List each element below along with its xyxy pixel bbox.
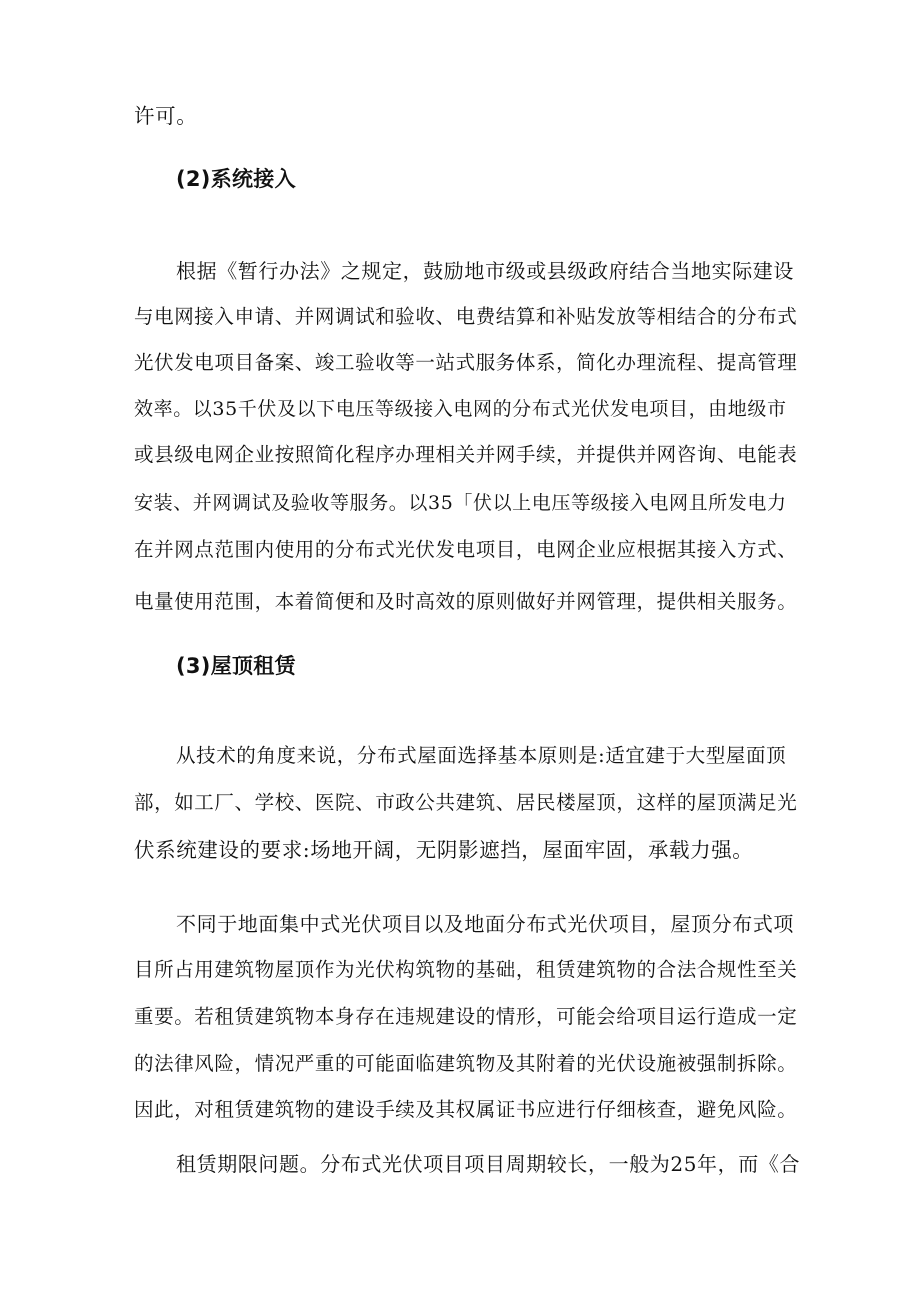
text-line: 部，如工厂、学校、医院、市政公共建筑、居民楼屋顶，这样的屋顶满足光: [134, 791, 798, 814]
text-line: 重要。若租赁建筑物本身存在违规建设的情形，可能会给项目运行造成一定: [134, 1005, 798, 1028]
text-line: 从技术的角度来说，分布式屋面选择基本原则是:适宜建于大型屋面顶: [176, 744, 787, 767]
text-line: 或县级电网企业按照简化程序办理相关并网手续，并提供并网咨询、电能表: [134, 443, 798, 466]
text-line: 伏系统建设的要求:场地开阔，无阴影遮挡，屋面牢固，承载力强。: [134, 838, 754, 862]
section-heading-system-access: (2)系统接入: [176, 167, 296, 191]
text-line: 与电网接入申请、并网调试和验收、电费结算和补贴发放等相结合的分布式: [134, 305, 798, 328]
text-line: 电量使用范围，本着简便和及时高效的原则做好并网管理，提供相关服务。: [134, 590, 798, 613]
text-line: 在并网点范围内使用的分布式光伏发电项目，电网企业应根据其接入方式、: [134, 538, 798, 561]
text-line: 因此，对租赁建筑物的建设手续及其权属证书应进行仔细核查，避免风险。: [134, 1098, 798, 1121]
text-line: 许可。: [134, 104, 198, 128]
text-line: 不同于地面集中式光伏项目以及地面分布式光伏项目，屋顶分布式项: [176, 912, 794, 936]
text-line: 效率。以35千伏及以下电压等级接入电网的分布式光伏发电项目，由地级市: [134, 398, 787, 420]
text-line: 目所占用建筑物屋顶作为光伏构筑物的基础，租赁建筑物的合法合规性至关: [134, 958, 798, 981]
text-line: 租赁期限问题。分布式光伏项目项目周期较长，一般为25年，而《合: [176, 1152, 801, 1176]
section-heading-roof-lease: (3)屋顶租赁: [176, 654, 296, 678]
text-line: 的法律风险，情况严重的可能面临建筑物及其附着的光伏设施被强制拆除。: [134, 1052, 798, 1075]
text-line: 根据《暂行办法》之规定，鼓励地市级或县级政府结合当地实际建设: [176, 259, 794, 283]
text-line: 安装、并网调试及验收等服务。以35「伏以上电压等级接入电网且所发电力: [134, 492, 787, 514]
text-line: 光伏发电项目备案、竣工验收等一站式服务体系，简化办理流程、提高管理: [134, 351, 798, 374]
